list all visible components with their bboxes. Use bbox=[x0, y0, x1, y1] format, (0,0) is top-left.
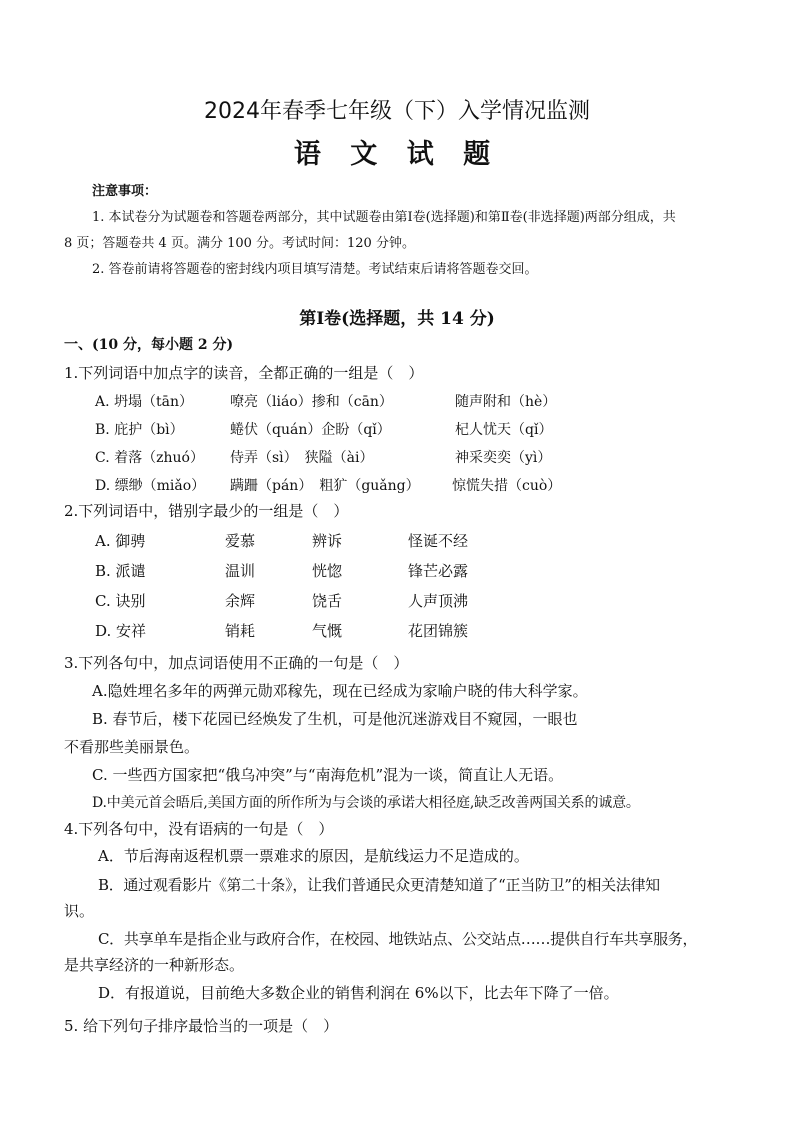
q1-option-c-2: 侍弄（sì） 狭隘（ài） bbox=[230, 450, 374, 466]
q2-option-d-1: D. 安祥 bbox=[95, 622, 147, 640]
q1-option-b-2: 蜷伏（quán）企盼（qǐ） bbox=[230, 422, 391, 438]
question-4-stem: 4.下列各句中，没有语病的一句是（ ） bbox=[64, 820, 334, 838]
q2-option-b-2: 温训 bbox=[225, 562, 256, 580]
question-1-stem: 1.下列词语中加点字的读音，全都正确的一组是（ ） bbox=[64, 364, 424, 382]
note-2: 2. 答卷前请将答题卷的密封线内项目填写清楚。考试结束后请将答题卷交回。 bbox=[92, 262, 538, 277]
q2-option-c-1: C. 诀别 bbox=[95, 592, 146, 610]
q4-option-c-line-2: 是共享经济的一种新形态。 bbox=[64, 956, 245, 974]
notes-heading: 注意事项： bbox=[92, 184, 158, 199]
q1-option-d-2: 蹒跚（pán） 粗犷（guǎng） bbox=[230, 478, 420, 494]
q1-option-c-3: 神采奕奕（yì） bbox=[455, 450, 552, 466]
q1-option-a-2: 嘹亮（liáo）掺和（cān） bbox=[230, 394, 393, 410]
q2-option-b-3: 恍惚 bbox=[312, 562, 343, 580]
exam-subject-title: 语 文 试 题 bbox=[293, 139, 501, 170]
q2-option-d-3: 气慨 bbox=[312, 622, 343, 640]
q3-option-a: A.隐姓埋名多年的两弹元勋邓稼先，现在已经成为家喻户晓的伟大科学家。 bbox=[92, 682, 588, 700]
q1-option-a-3: 随声附和（hè） bbox=[455, 394, 557, 410]
q2-option-d-4: 花团锦簇 bbox=[408, 622, 469, 640]
q2-option-b-4: 锋芒必露 bbox=[408, 562, 469, 580]
q2-option-c-3: 饶舌 bbox=[312, 592, 343, 610]
q3-option-b-line-2: 不看那些美丽景色。 bbox=[64, 738, 200, 756]
section-title: 第Ⅰ卷(选择题，共 14 分) bbox=[299, 309, 495, 329]
q2-option-c-2: 余辉 bbox=[225, 592, 256, 610]
exam-title: 2024年春季七年级（下）入学情况监测 bbox=[204, 99, 590, 124]
q4-option-d: D．有报道说，目前绝大多数企业的销售利润在 6%以下，比去年下降了一倍。 bbox=[98, 984, 619, 1002]
q3-option-d: D.中美元首会晤后,美国方面的所作所为与会谈的承诺大相径庭,缺乏改善两国关系的诚意。 bbox=[92, 795, 640, 811]
note-1-line-1: 1. 本试卷分为试题卷和答题卷两部分，其中试题卷由第Ⅰ卷(选择题)和第Ⅱ卷(非选择题)两部分组成，共 bbox=[92, 210, 676, 225]
q2-option-a-2: 爱慕 bbox=[225, 532, 256, 550]
q2-option-a-1: A. 御骋 bbox=[95, 532, 146, 550]
q1-option-c-1: C. 着落（zhuó） bbox=[95, 450, 204, 466]
q1-option-b-1: B. 庇护（bì） bbox=[95, 422, 184, 438]
part-one-heading: 一、(10 分，每小题 2 分) bbox=[64, 337, 234, 353]
q2-option-b-1: B. 派谴 bbox=[95, 562, 146, 580]
q4-option-a: A．节后海南返程机票一票难求的原因，是航线运力不足造成的。 bbox=[98, 847, 529, 865]
question-3-stem: 3.下列各句中，加点词语使用不正确的一句是（ ） bbox=[64, 654, 409, 672]
q2-option-a-4: 怪诞不经 bbox=[408, 532, 469, 550]
q2-option-a-3: 辨诉 bbox=[312, 532, 343, 550]
q3-option-b-line-1: B. 春节后，楼下花园已经焕发了生机，可是他沉迷游戏目不窥园，一眼也 bbox=[92, 710, 578, 728]
question-2-stem: 2.下列词语中，错别字最少的一组是（ ） bbox=[64, 502, 349, 520]
q3-option-c: C. 一些西方国家把“俄乌冲突”与“南海危机”混为一谈，简直让人无语。 bbox=[92, 766, 564, 784]
q2-option-d-2: 销耗 bbox=[225, 622, 256, 640]
q1-option-d-1: D. 缥缈（miǎo） bbox=[95, 478, 206, 494]
q1-option-b-3: 杞人忧天（qǐ） bbox=[455, 422, 553, 438]
note-1-line-2: 8 页；答题卷共 4 页。满分 100 分。考试时间：120 分钟。 bbox=[64, 236, 415, 251]
q1-option-a-1: A. 坍塌（tān） bbox=[95, 394, 193, 410]
q4-option-c-line-1: C．共享单车是指企业与政府合作，在校园、地铁站点、公交站点……提供自行车共享服务， bbox=[98, 930, 698, 948]
q1-option-d-3: 惊慌失措（cuò） bbox=[452, 478, 562, 494]
q4-option-b-line-2: 识。 bbox=[64, 902, 95, 920]
question-5-stem: 5. 给下列句子排序最恰当的一项是（ ） bbox=[64, 1017, 339, 1035]
q2-option-c-4: 人声顶沸 bbox=[408, 592, 469, 610]
q4-option-b-line-1: B．通过观看影片《第二十条》，让我们普通民众更清楚知道了“正当防卫”的相关法律知 bbox=[98, 876, 660, 894]
